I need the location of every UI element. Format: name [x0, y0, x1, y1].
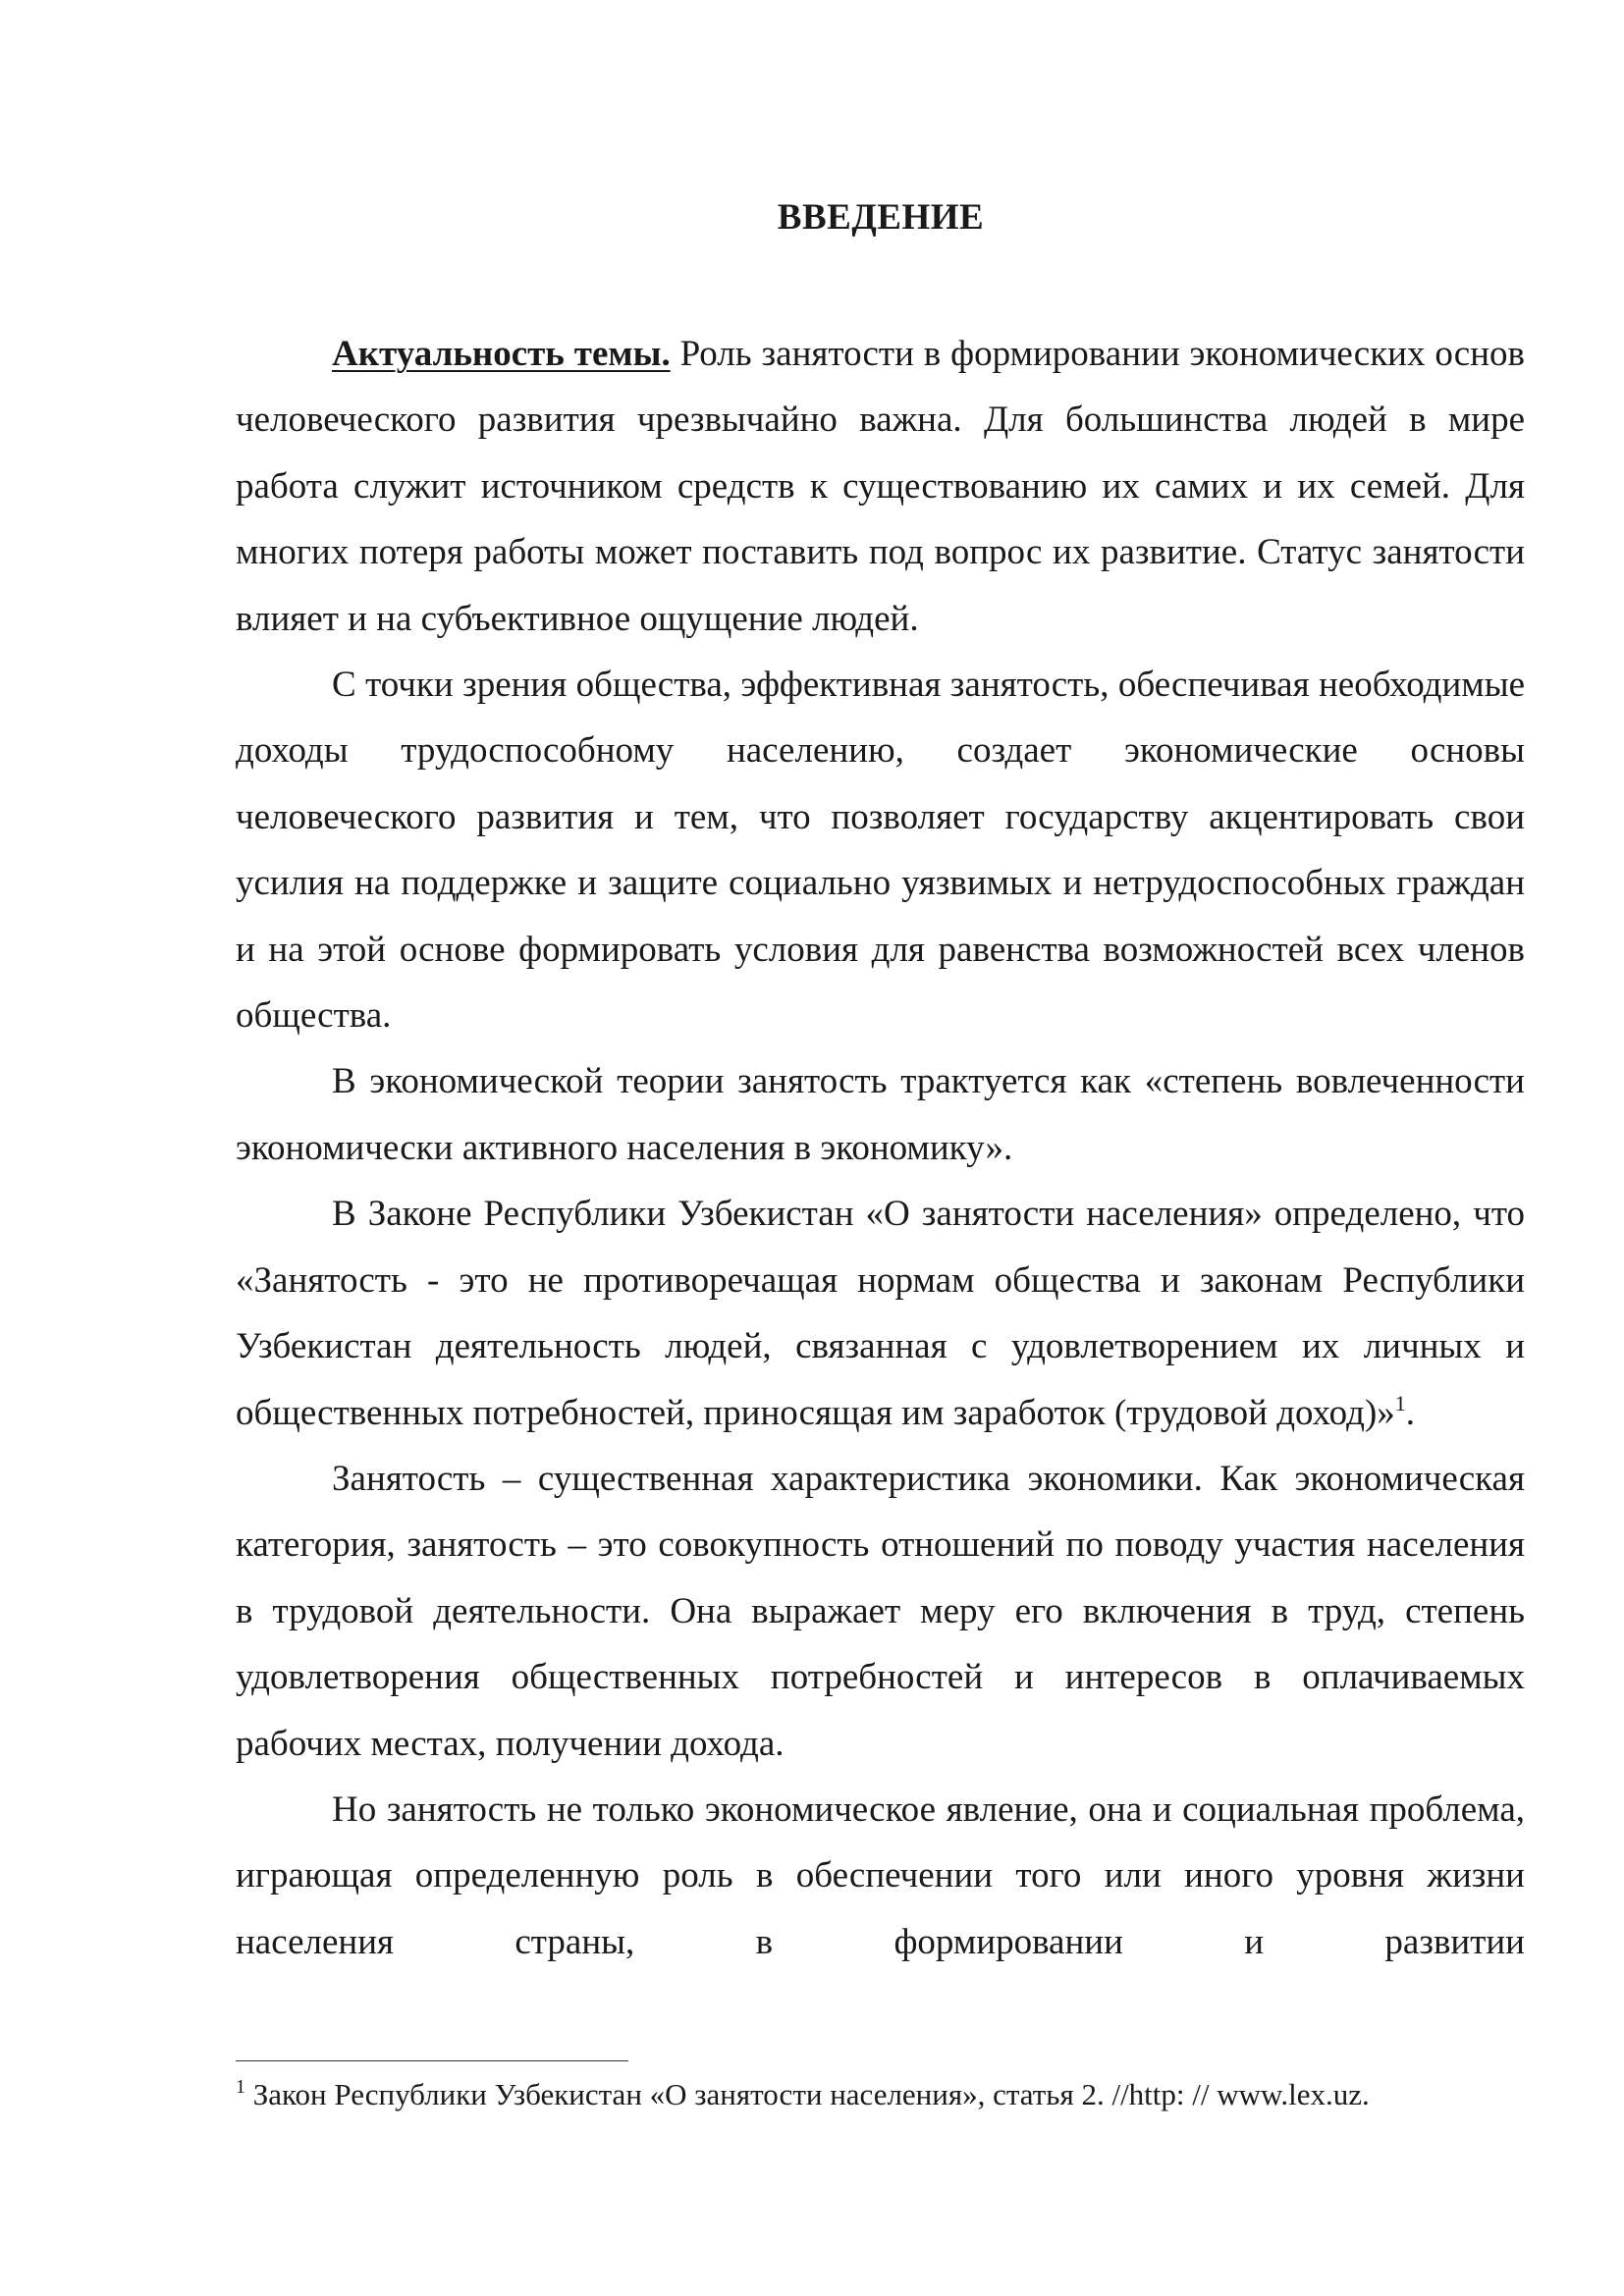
- paragraph-text: В Законе Республики Узбекистан «О занятости населения» определено, что «Занятость - это не противоречащая нормам общества и законам Республики Узбекистан деятельность людей, связанная с удовлетворением их личных и общественных потребностей, приносящая им заработок (трудовой доход)»: [236, 1194, 1525, 1433]
- paragraph-relevance: [236, 321, 1525, 652]
- paragraph-economic-category: [236, 1446, 1525, 1777]
- paragraph-text: Роль занятости в формировании экономических основ человеческого развития чрезвычайно важна. Для большинства людей в мире работа служит источником средств к существованию их самих и их семей. Для многих потеря работы может поставить под вопрос их развитие. Статус занятости влияет и на субъективное ощущение людей.: [236, 334, 1525, 639]
- footnote-divider: [236, 2060, 628, 2061]
- paragraph-text: Но занятость не только экономическое явление, она и социальная проблема, играющая определенную роль в обеспечении того или иного уровня жизни населения страны, в формировании и развитии: [236, 1789, 1525, 1962]
- paragraph-text: С точки зрения общества, эффективная занятость, обеспечивая необходимые доходы трудоспособному населению, создает экономические основы человеческого развития и тем, что позволяет государству акцентировать свои усилия на поддержке и защите социально уязвимых и нетрудоспособных граждан и на этой основе формировать условия для равенства возможностей всех членов общества.: [236, 665, 1525, 1037]
- paragraph-text: В экономической теории занятость трактуется как «степень вовлеченности экономически активного населения в экономику».: [236, 1061, 1525, 1168]
- paragraph-text: Занятость – существенная характеристика экономики. Как экономическая категория, занятость – это совокупность отношений по поводу участия населения в трудовой деятельности. Она выражает меру его включения в труд, степень удовлетворения общественных потребностей и интересов в оплачиваемых рабочих местах, получении дохода.: [236, 1458, 1525, 1764]
- document-title: ВВЕДЕНИЕ: [777, 197, 985, 238]
- paragraph-economic-theory: [236, 1048, 1525, 1181]
- document-body: [236, 321, 1525, 1975]
- footnote-reference[interactable]: 1: [1394, 1390, 1406, 1415]
- footnote-text: Закон Республики Узбекистан «О занятости населения», статья 2. //http: // www.lex.uz.: [245, 2077, 1370, 2111]
- paragraph-society-view: [236, 652, 1525, 1048]
- paragraph-social-problem: [236, 1777, 1525, 1975]
- paragraph-text-end: .: [1405, 1392, 1416, 1433]
- footnote: [236, 2074, 1542, 2115]
- paragraph-law-definition: [236, 1181, 1525, 1446]
- footnote-number: 1: [236, 2076, 245, 2098]
- paragraph-lead: Актуальность темы.: [332, 334, 671, 374]
